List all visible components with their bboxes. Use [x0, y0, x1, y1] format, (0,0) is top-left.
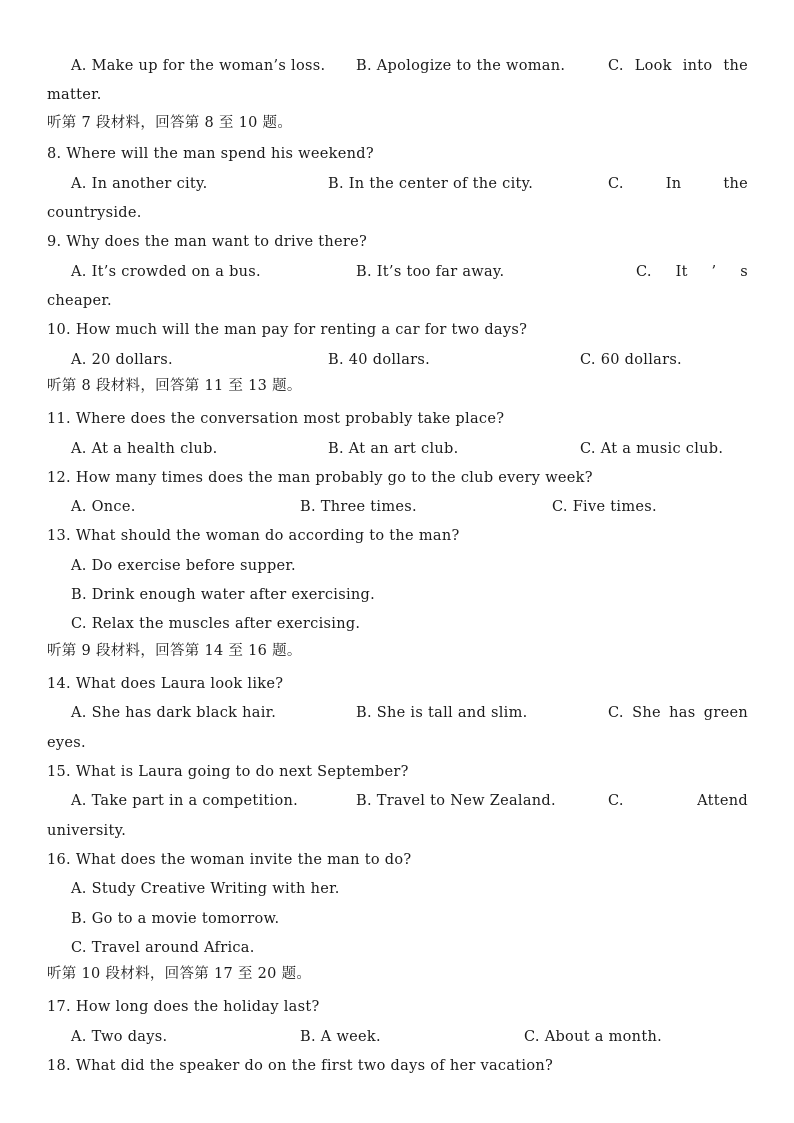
q10-option-c: C. 60 dollars. [580, 352, 682, 368]
word: Look [634, 58, 672, 74]
q11-option-c: C. At a music club. [580, 441, 724, 457]
word: into [682, 58, 713, 74]
q16-option-c: C. Travel around Africa. [71, 940, 255, 956]
q13-option-b: B. Drink enough water after exercising. [71, 587, 376, 603]
q17-option-c: C. About a month. [524, 1029, 662, 1045]
q14-option-a: A. She has dark black hair. [71, 705, 277, 721]
q10-option-a: A. 20 dollars. [71, 352, 173, 368]
question-18: 18. What did the speaker do on the first two days of her vacation? [47, 1058, 554, 1074]
q15-option-c-continued: university. [47, 823, 127, 839]
q17-option-b: B. A week. [300, 1029, 381, 1045]
word: has [669, 705, 696, 721]
q7-option-c [608, 57, 748, 75]
q12-option-c: C. Five times. [552, 499, 657, 515]
section-heading-10: 听第 10 段材料，回答第 17 至 20 题。 [47, 966, 312, 982]
word: It [675, 264, 688, 280]
q8-option-a: A. In another city. [71, 176, 208, 192]
q11-option-b: B. At an art club. [328, 441, 459, 457]
word: C. [608, 176, 624, 192]
question-11: 11. Where does the conversation most probably take place? [47, 411, 505, 427]
q14-option-c-continued: eyes. [47, 735, 86, 751]
word: the [723, 58, 748, 74]
word: s [740, 264, 748, 280]
question-10: 10. How much will the man pay for renting a car for two days? [47, 322, 528, 338]
q14-option-c [608, 704, 748, 722]
q12-option-b: B. Three times. [300, 499, 417, 515]
q8-option-c-continued: countryside. [47, 205, 142, 221]
q16-option-b: B. Go to a movie tomorrow. [71, 911, 280, 927]
word: C. [608, 793, 624, 809]
question-8: 8. Where will the man spend his weekend? [47, 146, 374, 162]
q16-option-a: A. Study Creative Writing with her. [71, 881, 340, 897]
question-12: 12. How many times does the man probably go to the club every week? [47, 470, 593, 486]
q8-option-c [608, 175, 748, 193]
question-9: 9. Why does the man want to drive there? [47, 234, 368, 250]
word: C. [636, 264, 652, 280]
q9-option-c-continued: cheaper. [47, 293, 112, 309]
q15-option-a: A. Take part in a competition. [71, 793, 299, 809]
q10-option-b: B. 40 dollars. [328, 352, 431, 368]
word: the [723, 176, 748, 192]
question-13: 13. What should the woman do according to the man? [47, 528, 460, 544]
q15-option-c [608, 792, 748, 810]
word: green [703, 705, 748, 721]
q8-option-b: B. In the center of the city. [328, 176, 534, 192]
word: C. [608, 58, 624, 74]
question-15: 15. What is Laura going to do next September? [47, 764, 409, 780]
q9-option-b: B. It’s too far away. [356, 264, 505, 280]
q9-option-c [636, 263, 748, 281]
word: Attend [697, 793, 748, 809]
q15-option-b: B. Travel to New Zealand. [356, 793, 556, 809]
question-14: 14. What does Laura look like? [47, 676, 284, 692]
q7-option-c-continued: matter. [47, 87, 102, 103]
q11-option-a: A. At a health club. [71, 441, 218, 457]
question-17: 17. How long does the holiday last? [47, 999, 320, 1015]
word: She [632, 705, 661, 721]
q13-option-c: C. Relax the muscles after exercising. [71, 616, 361, 632]
q13-option-a: A. Do exercise before supper. [71, 558, 296, 574]
q9-option-a: A. It’s crowded on a bus. [71, 264, 261, 280]
word: C. [608, 705, 624, 721]
section-heading-9: 听第 9 段材料，回答第 14 至 16 题。 [47, 643, 302, 659]
word: In [665, 176, 682, 192]
section-heading-7: 听第 7 段材料，回答第 8 至 10 题。 [47, 115, 293, 131]
word: ’ [711, 264, 717, 280]
q17-option-a: A. Two days. [71, 1029, 168, 1045]
question-16: 16. What does the woman invite the man to do? [47, 852, 412, 868]
q7-option-b: B. Apologize to the woman. [356, 58, 566, 74]
q7-option-a: A. Make up for the woman’s loss. [71, 58, 326, 74]
q14-option-b: B. She is tall and slim. [356, 705, 528, 721]
section-heading-8: 听第 8 段材料，回答第 11 至 13 题。 [47, 378, 302, 394]
q12-option-a: A. Once. [71, 499, 136, 515]
